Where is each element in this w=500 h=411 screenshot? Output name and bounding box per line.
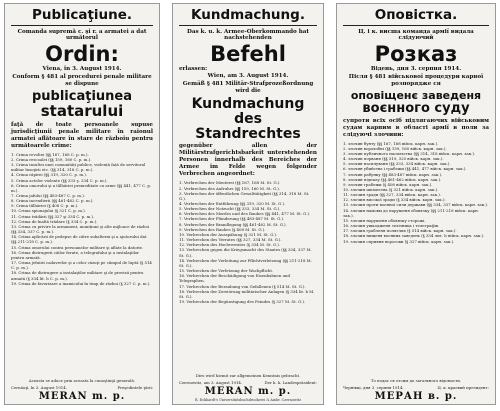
poster-footer — [343, 378, 489, 402]
legal-basis: Після § 481 військової процедури карної розпорядже ся — [348, 74, 484, 88]
list-item: 9. злочин грабежи (§ 408 війск. карн. зак.). — [343, 181, 433, 187]
list-item: 15. Crima omorului contra persoanelor militare şi aflate la datorie. — [11, 244, 144, 250]
list-item: 12. Crima de înaltă trădare (§ 334 C. p. m.). — [11, 218, 98, 224]
list-item: 15. Verbrechen der Verletzung der Wachpflicht. — [179, 268, 274, 274]
list-item: 4. Verbrechen der Entführung (§§ 319, 320 M. St. G.). — [179, 201, 286, 207]
list-item: 8. Crima incendierii (§§ 461-462 C. p. m.). — [11, 198, 94, 204]
intro-text: Comanda supremă c. şi r. a armatei a dat următorul — [17, 28, 147, 42]
signer-title: Preşedintele ţării: — [117, 384, 153, 390]
list-item: 8. Verbrechen der Brandlegung (§§ 461-462 M. St. G.). — [179, 221, 287, 227]
list-item: 13. злочин проти воєнної сили держави (§§ 334, 337 війск. карн. зак.). — [343, 202, 489, 208]
list-item: 19. Crima de favorizare a inamicului în timp de război (§ 327 C. p. m.). — [11, 280, 151, 286]
signature-block — [343, 385, 489, 390]
legal-basis: Gemäß § 481 Militär-Strafprozeßordnung wird die — [182, 81, 314, 95]
divider — [11, 25, 153, 26]
legal-basis: Conform § 481 al procedurei penale militare se dispune — [12, 74, 152, 88]
issued-text: erlassen: — [179, 66, 208, 73]
list-item: 17. Verbrechen der Beraubung von Gefallenen (§ 514 M. St. G.). — [179, 283, 306, 289]
list-item: 17. злочин грабленя поляглих (§ 514 війск. карн. зак.). — [343, 228, 457, 234]
order-date: Viena, în 3. August 1914. — [42, 66, 122, 73]
printer-imprint: R. Eckhardt's Universitätsbuchdruckerei & Ambr. Czernowitz — [194, 398, 302, 402]
list-item: 9. Crima tâlhăriei (§ 408 C. p. m.). — [11, 203, 79, 209]
order-heading: Ordin: — [45, 42, 119, 67]
list-item: 1. Crima revoltei (§§ 167, 168 C. p. m.). — [11, 151, 89, 157]
place-date: Чернівці, дня 3. серпня 1914. — [343, 384, 404, 390]
list-item: 4. злочин порваня (§§ 319, 320 війск. карн. зак.). — [343, 156, 444, 162]
place-date: Czernowitz, am 3. August 1914. — [179, 379, 243, 385]
list-item: 13. Verbrechen gegen die Kriegsmacht des Staates (§§ 334, 337 M. St. G.). — [179, 247, 312, 258]
list-item: 18. Crima de distrugere a instalaţiilor militare şi de provizii pentru armată (§ 334 lit. b C. p. m.). — [11, 270, 144, 281]
list-item: 7. Crima jafului (§§ 483-487 C. p. m.). — [11, 193, 85, 198]
list-item: 2. злочин ворохобні (§§ 159, 160 війск. карн. зак.). — [343, 145, 447, 151]
list-item: 13. Crima cu privire la armament, munițiuni şi alte mijloace de război (§§ 334, 337 C. p. m.). — [11, 223, 150, 235]
closing-note: Aceasta se aduce prin aceasta la cunoştinţă generală. — [28, 377, 136, 383]
publication-heading: publicaţiunea — [31, 89, 133, 105]
closing-note: То подає ся отсим до загального відомости. — [370, 377, 462, 383]
list-item: 4. Crima răpirei (§§ 319, 320 C. p. m.). — [11, 172, 87, 178]
ukrainian-poster — [336, 3, 496, 405]
list-item: 3. злочин публичного насильства (§§ 314, 318 війск. карн. зак.). — [343, 150, 476, 156]
list-item: 14. злочин намовы до нарушеня обовязку (§§ 211-218 війск. карн. зак.). — [343, 207, 480, 218]
list-item: 2. Crima rescoalei (§§ 159, 160 C. p. m.). — [11, 156, 92, 162]
list-item: 6. злочин убийства і грабежи (§§ 441, 477 війск. карн. зак.). — [343, 166, 467, 172]
order-date: Wien, am 3. August 1914. — [207, 73, 289, 80]
place-date: Cernăuţi, în 3. August 1914. — [11, 384, 67, 390]
signature: MERAN m. p. — [38, 391, 126, 402]
list-item: 11. злочин зради (§§ 327, 334 війск. карн. зак.). — [343, 192, 442, 198]
court-heading: воєнного суду — [362, 100, 470, 116]
martial-law-heading: des Standrechtes — [195, 111, 301, 142]
list-item: 16. Crima distrugerii căilor ferate, a telegrafului şi a instalaţiilor pentru armată. — [11, 249, 140, 260]
list-item: 6. Crima omorului şi a tâlhăriei premeditate cu arme (§§ 441, 477 C. p. m.). — [11, 182, 152, 193]
announcement-heading: Kundmachung — [191, 96, 305, 113]
statute-heading: statarului — [40, 102, 124, 121]
list-item: 2. Verbrechen des Aufruhrs (§§ 159, 160 M. St. G.). — [179, 185, 281, 191]
scope-text: gegenüber allen der Militärstrafgerichtsbarkeit unterstehenden Personen innerhalb des Bereiches der Armee im Felde wegen folgender Verbrechen angeordnet: — [179, 143, 317, 178]
list-item: 12. Verbrechen des Hochverrates (§ 334 M. St. G.). — [179, 242, 280, 248]
crime-list — [343, 141, 489, 244]
order-heading: Розказ — [374, 42, 458, 67]
list-item: 3. Verbrechen der öffentlichen Gewalttätigkeit (§§ 314, 318 M. St. G.). — [179, 190, 310, 201]
list-item: 10. Verbrechen der Ausspähung (§ 321 M. St. G.). — [179, 231, 278, 237]
poster-title: Оповістка. — [374, 7, 458, 23]
list-item: 12. злочин високої зради (§ 334 війск. карн. зак.). — [343, 197, 446, 203]
list-item: 5. Crima actelor violente (§§ 333 ş. 334 C. p. m.). — [11, 177, 108, 183]
divider — [179, 25, 317, 26]
list-item: 16. Verbrechen der Beschädigung von Eisenbahnen und Telegraphen. — [179, 273, 290, 284]
list-item: 18. злочин нищеня воєнних заведень (§ 334 лит. b війск. карн. зак.). — [343, 233, 485, 239]
german-poster — [172, 3, 324, 405]
list-item: 14. Crima aplicării de pedepse de către subalterni şi a ajutorului dat (§§ 211-218 C. p. m.). — [11, 234, 147, 245]
list-item: 7. Verbrechen der Plünderung (§§ 483-487 M. St. G.). — [179, 216, 285, 222]
list-item: 17. Crima jefuirii cadavrelor şi a celor căzuţi pe câmpul de luptă (§ 514 C. p. m.). — [11, 260, 152, 271]
list-item: 11. Verbrechen des Verrates (§§ 327, 334 M. St. G.). — [179, 237, 282, 243]
list-item: 19. злочин сприяня ворогови (§ 327 війск. карн. зак.). — [343, 238, 455, 244]
signature: МЕРАН в. р. — [374, 391, 458, 402]
list-item: 9. Verbrechen des Raubes (§ 408 M. St. G.). — [179, 226, 266, 232]
crime-list — [11, 152, 153, 286]
poster-title: Kundmachung. — [191, 7, 305, 23]
list-item: 16. злочин ушкодженя зелізниць і телеграфів. — [343, 223, 440, 229]
intro-text: Ц. і к. висша команда армії видала слідуючий — [358, 28, 474, 42]
romanian-poster — [4, 3, 160, 405]
list-item: 11. Crima trădării (§§ 327 şi 334 C. p. m.). — [11, 213, 95, 219]
signature-block — [179, 380, 317, 385]
list-item: 3. Crima insultei unei comunități publice, violență față de servitorul militar însoţirii etc. (§§ 314, 318 C. p. m.). — [11, 162, 146, 173]
publication-heading: оповіщенє заведеня — [350, 89, 482, 103]
list-item: 5. Verbrechen der Notzucht (§§ 333, 334 M. St. G.). — [179, 206, 281, 212]
list-item: 19. Verbrechen der Begünstigung des Feindes (§ 327 M. St. G.). — [179, 298, 306, 304]
list-item: 1. злочин бунту (§§ 167, 168 війск. карн. зак.). — [343, 140, 439, 146]
list-item: 1. Verbrechen der Meuterei (§§ 167, 168 M. St. G.). — [179, 180, 281, 186]
poster-title: Publicaţiune. — [31, 7, 133, 23]
list-item: 6. Verbrechen des Mordes und des Raubes (§§ 441, 477 M. St. G.). — [179, 211, 311, 217]
list-item: 15. злочин нарушеня обовязку сторожі. — [343, 217, 426, 223]
list-item: 5. злочин насилуваня (§§ 333, 334 війск. карн. зак.). — [343, 161, 451, 167]
signature-block — [11, 385, 153, 390]
list-item: 10. злочин шпіонства (§ 321 війск. карн. зак.). — [343, 186, 439, 192]
poster-footer — [179, 373, 317, 402]
list-item: 7. злочин рабунку (§§ 483-487 війск. карн. зак.). — [343, 171, 443, 177]
list-item: 14. Verbrechen der Verleitung zur Pflichtverletzung (§§ 211-218 M. St. G.). — [179, 257, 312, 268]
signer-title: Ц. к. краєвий президент: — [437, 384, 489, 390]
list-item: 10. Crima spionajului (§ 321 C. p. m.). — [11, 208, 86, 214]
scope-text: faţă de toate persoanele supuse jurisdicţiunii penale militare în raionul armatei aflătoare în stare de războiu pentru următoarele crime: — [11, 121, 153, 149]
list-item: 18. Verbrechen der Zerstörung militärischer Anlagen (§ 334 lit. b M. St. G.). — [179, 288, 315, 299]
order-heading: Befehl — [210, 42, 286, 67]
crime-list — [179, 180, 317, 304]
closing-note: Dies wird hiemit zur allgemeinen Kenntnis gebracht. — [195, 372, 301, 378]
intro-text: Das k. u. k. Armee-Oberkommando hat nachstehenden — [186, 28, 309, 42]
order-date: Відень, дня 3. серпня 1914. — [370, 66, 462, 73]
poster-footer — [11, 378, 153, 402]
scope-text: супроти всіх осіб підлягаючих військовим судам карним в області армії в поли за слідуючі злочини: — [343, 117, 489, 138]
list-item: 8. злочин підпалу (§§ 461-462 війск. карн. зак.). — [343, 176, 442, 182]
signer-title: Der k. k. Landespräsident: — [264, 379, 317, 385]
signature: MERAN m. p. — [204, 386, 292, 397]
divider — [343, 25, 489, 26]
